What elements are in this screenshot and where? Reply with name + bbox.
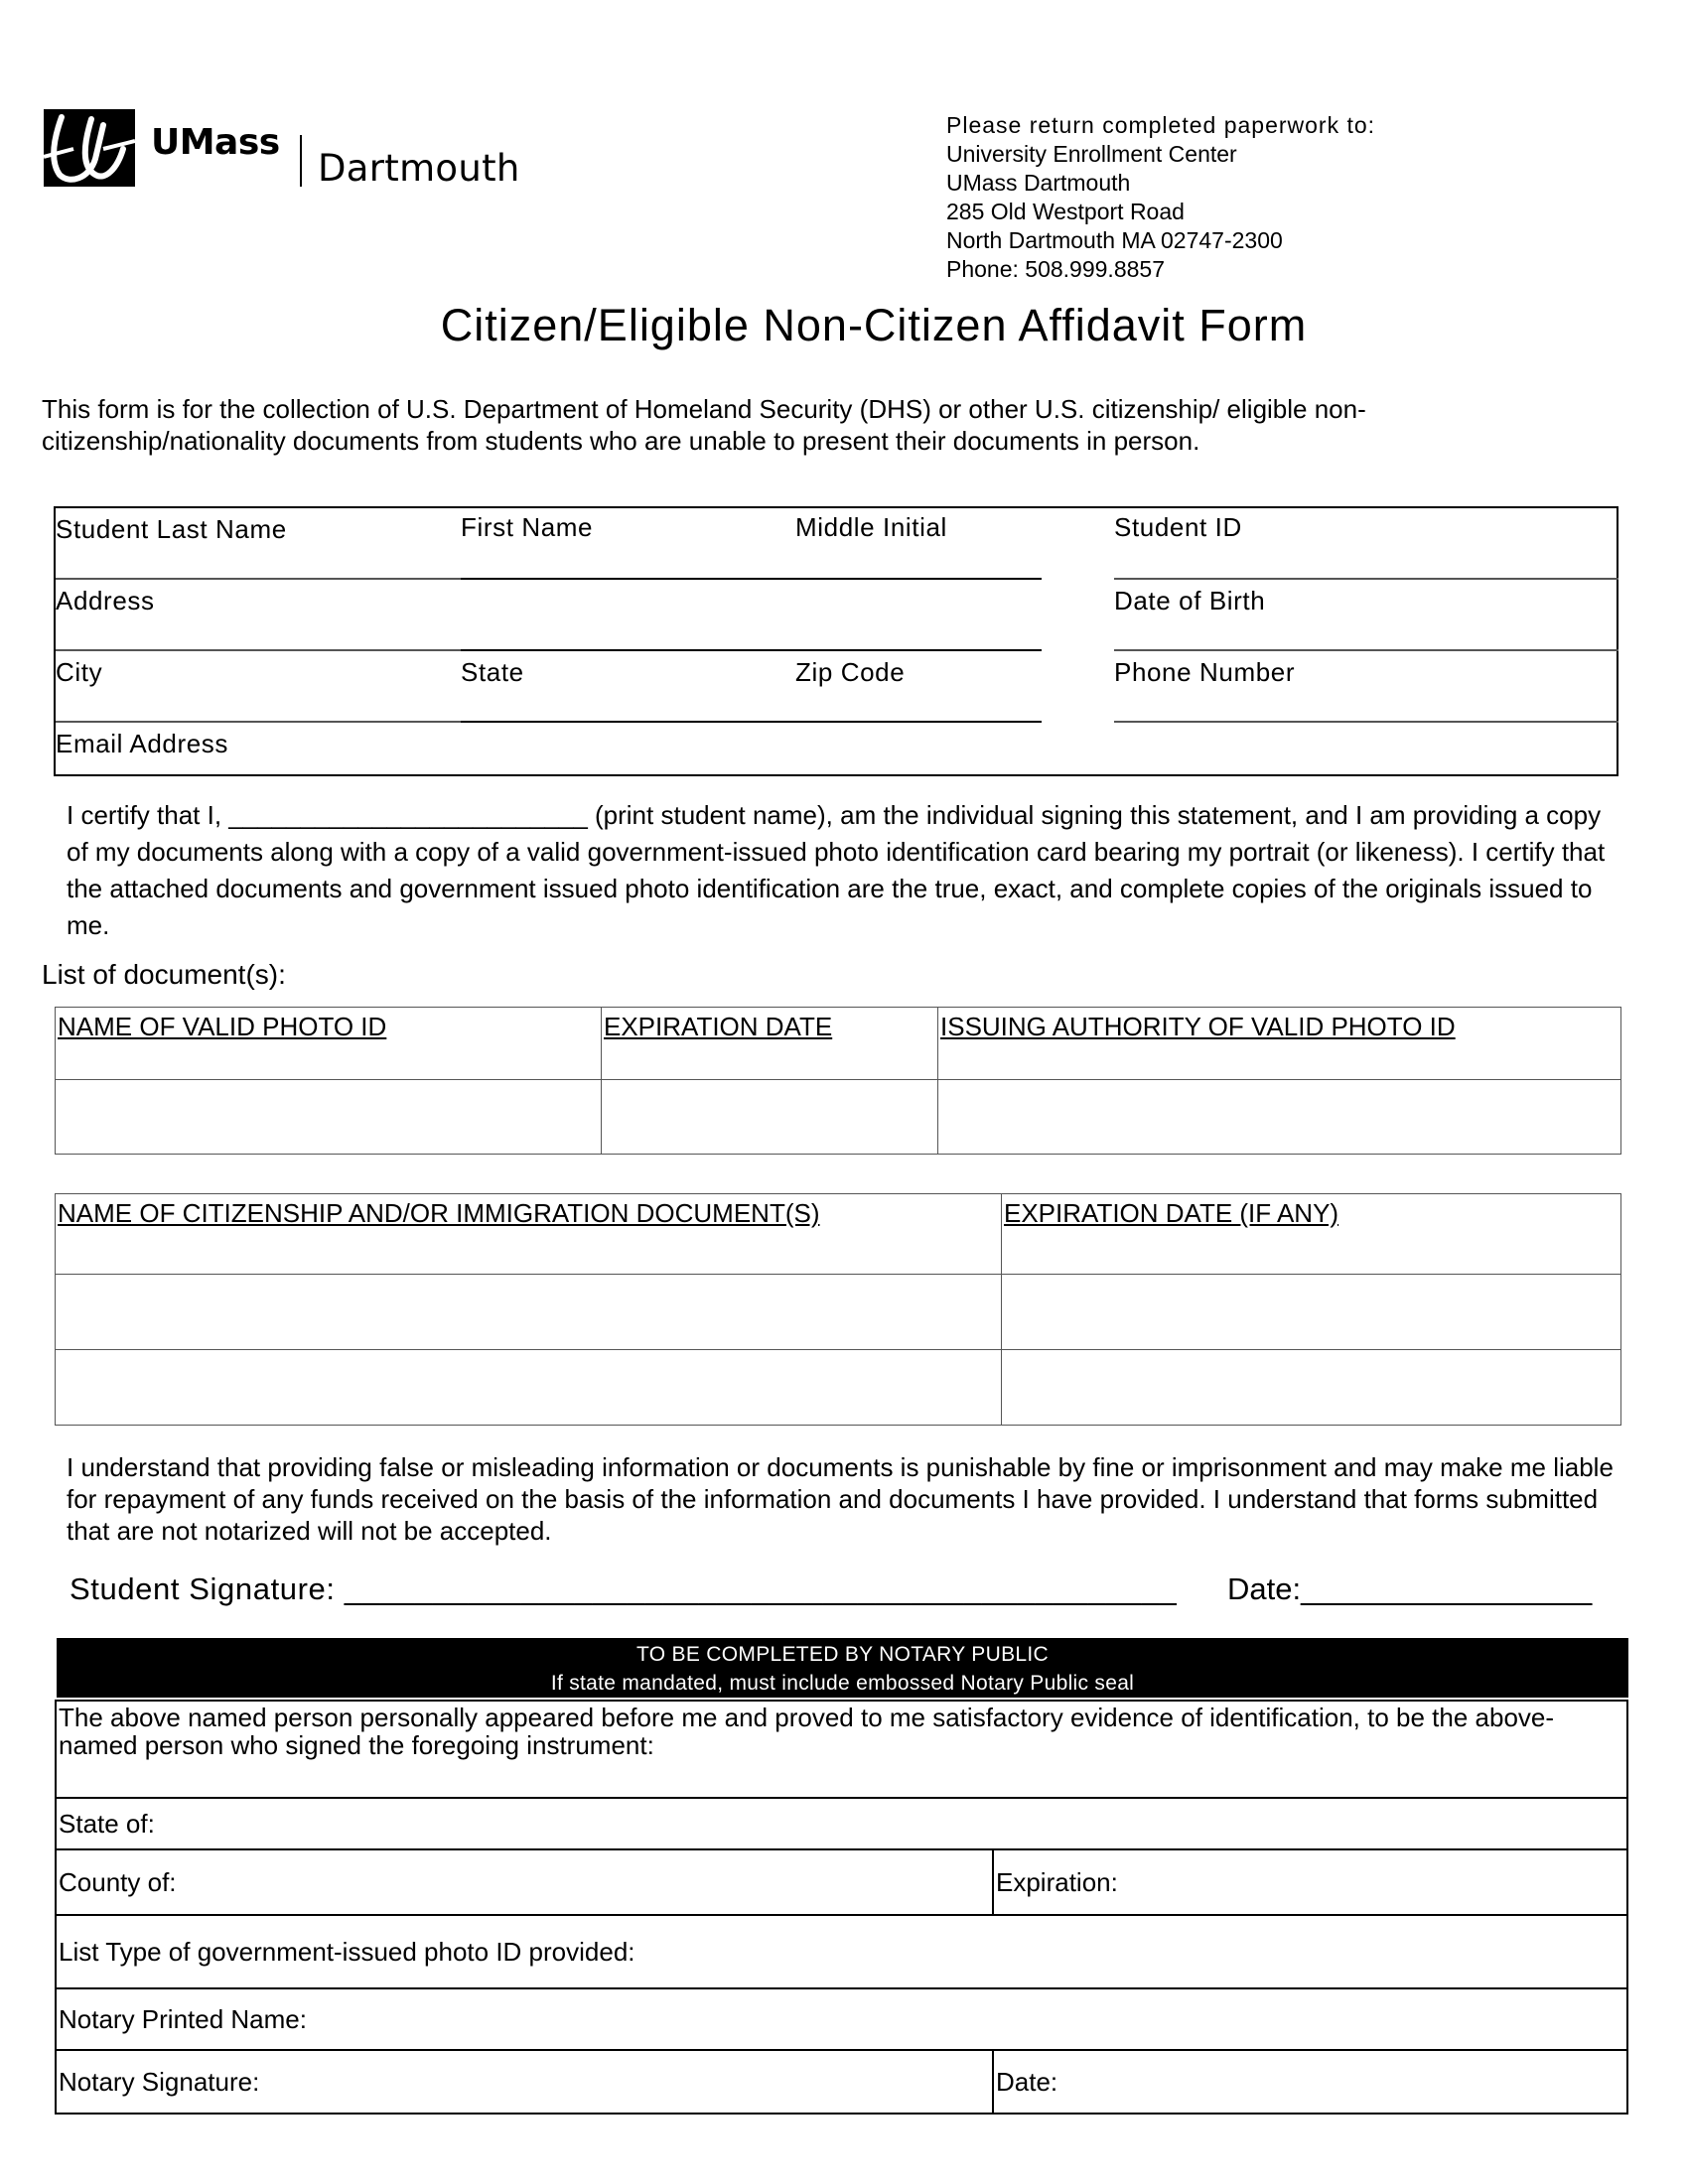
notary-printed-name-field[interactable]: Notary Printed Name:	[56, 1988, 1627, 2050]
state-zip-field-line[interactable]	[461, 721, 1042, 723]
phone-field[interactable]	[1114, 721, 1618, 723]
county-of-field[interactable]: County of:	[56, 1849, 993, 1915]
logo-umass-text: UMass	[151, 122, 280, 163]
return-address-line: North Dartmouth MA 02747-2300	[946, 227, 1283, 253]
table-header-cell[interactable]: ISSUING AUTHORITY OF VALID PHOTO ID	[938, 1008, 1621, 1080]
table-header-cell[interactable]: NAME OF VALID PHOTO ID	[56, 1008, 602, 1080]
table-cell[interactable]	[56, 1080, 602, 1155]
table-cell[interactable]	[1002, 1275, 1621, 1350]
table-cell[interactable]	[56, 1275, 1002, 1350]
last-name-field[interactable]	[56, 578, 461, 580]
umass-dartmouth-logo	[44, 107, 520, 197]
table-row	[56, 1350, 1621, 1426]
signature-date-label: Date:	[1227, 1571, 1302, 1606]
name-field-line[interactable]	[461, 578, 1042, 580]
umass-logo-mark-icon	[44, 109, 135, 187]
last-name-label: Student Last Name	[56, 514, 287, 544]
student-signature-line[interactable]: _______________________________________________	[344, 1571, 1178, 1606]
city-label: City	[56, 657, 103, 687]
logo-dartmouth-text: Dartmouth	[318, 147, 520, 190]
student-id-field[interactable]	[1114, 578, 1618, 580]
photo-id-table	[55, 1007, 1621, 1155]
notary-table	[55, 1700, 1628, 2115]
table-header-cell[interactable]: EXPIRATION DATE	[602, 1008, 938, 1080]
certify-prefix: I certify that I,	[67, 800, 229, 830]
address-field-line[interactable]	[461, 649, 1042, 651]
table-row	[56, 1080, 1621, 1155]
student-id-label: Student ID	[1114, 512, 1242, 542]
student-name-blank[interactable]: _________________________	[228, 800, 588, 830]
certify-text: (print student name), am the individual signing this statement, and I am providing a copy of my documents along with a copy of a valid government-issued photo identification card bearing my portrait (or likeness). I certify that the attached documents and government issued photo identification are the true, exact, and complete copies of the originals issued to me.	[67, 800, 1606, 940]
student-info-box	[54, 506, 1618, 776]
signature-date	[1227, 1571, 1592, 1607]
middle-initial-label: Middle Initial	[795, 512, 947, 542]
document-list-label: List of document(s):	[42, 959, 286, 990]
return-address	[946, 111, 1375, 284]
notary-signature-field[interactable]: Notary Signature:	[56, 2050, 993, 2114]
understanding-statement: I understand that providing false or misleading information or documents is punishable by fine or imprisonment and may make me liable for repayment of any funds received on the basis of the information and documents I have provided. I understand that forms submitted that are not notarized will not be accepted.	[67, 1452, 1614, 1546]
table-row	[56, 1275, 1621, 1350]
phone-label: Phone Number	[1114, 657, 1296, 687]
certification-statement	[67, 797, 1606, 944]
notary-date-field[interactable]: Date:	[993, 2050, 1627, 2114]
notary-header-bar	[57, 1638, 1628, 1698]
notary-statement: The above named person personally appeared before me and proved to me satisfactory evidence of identification, to be the above-named person who signed the foregoing instrument:	[56, 1701, 1627, 1798]
zip-label: Zip Code	[795, 657, 906, 687]
email-label: Email Address	[56, 729, 228, 758]
return-address-line: Phone: 508.999.8857	[946, 256, 1165, 282]
table-cell[interactable]	[56, 1350, 1002, 1426]
first-name-label: First Name	[461, 512, 594, 542]
signature-date-line[interactable]: _________________	[1301, 1571, 1593, 1606]
return-address-line: University Enrollment Center	[946, 141, 1237, 167]
table-cell[interactable]	[938, 1080, 1621, 1155]
notary-header-title: TO BE COMPLETED BY NOTARY PUBLIC	[636, 1643, 1049, 1666]
table-cell[interactable]	[1002, 1350, 1621, 1426]
return-address-line: Please return completed paperwork to:	[946, 112, 1376, 138]
photo-id-type-field[interactable]: List Type of government-issued photo ID provided:	[56, 1915, 1627, 1988]
dob-label: Date of Birth	[1114, 586, 1266, 615]
table-header-cell[interactable]: NAME OF CITIZENSHIP AND/OR IMMIGRATION DOCUMENT(S)	[56, 1194, 1002, 1275]
return-address-line: 285 Old Westport Road	[946, 199, 1185, 224]
citizenship-documents-table	[55, 1193, 1621, 1426]
notary-header-subtitle: If state mandated, must include embossed Notary Public seal	[550, 1672, 1135, 1695]
expiration-field[interactable]: Expiration:	[993, 1849, 1627, 1915]
dob-field[interactable]	[1114, 649, 1618, 651]
form-title: Citizen/Eligible Non-Citizen Affidavit Form	[440, 300, 1308, 350]
table-cell[interactable]	[602, 1080, 938, 1155]
state-label: State	[461, 657, 524, 687]
address-field[interactable]	[56, 649, 461, 651]
table-header-cell[interactable]: EXPIRATION DATE (IF ANY)	[1002, 1194, 1621, 1275]
student-signature-label: Student Signature:	[70, 1571, 345, 1606]
return-address-line: UMass Dartmouth	[946, 170, 1131, 196]
logo-divider	[300, 135, 302, 187]
city-field[interactable]	[56, 721, 461, 723]
intro-paragraph: This form is for the collection of U.S. Department of Homeland Security (DHS) or other U.S. citizenship/ eligible non-citizenship/nationality documents from students who are unable to present their documents in person.	[42, 394, 1366, 456]
address-label: Address	[56, 586, 155, 615]
student-signature	[70, 1571, 1177, 1607]
state-of-field[interactable]: State of:	[56, 1798, 1627, 1849]
